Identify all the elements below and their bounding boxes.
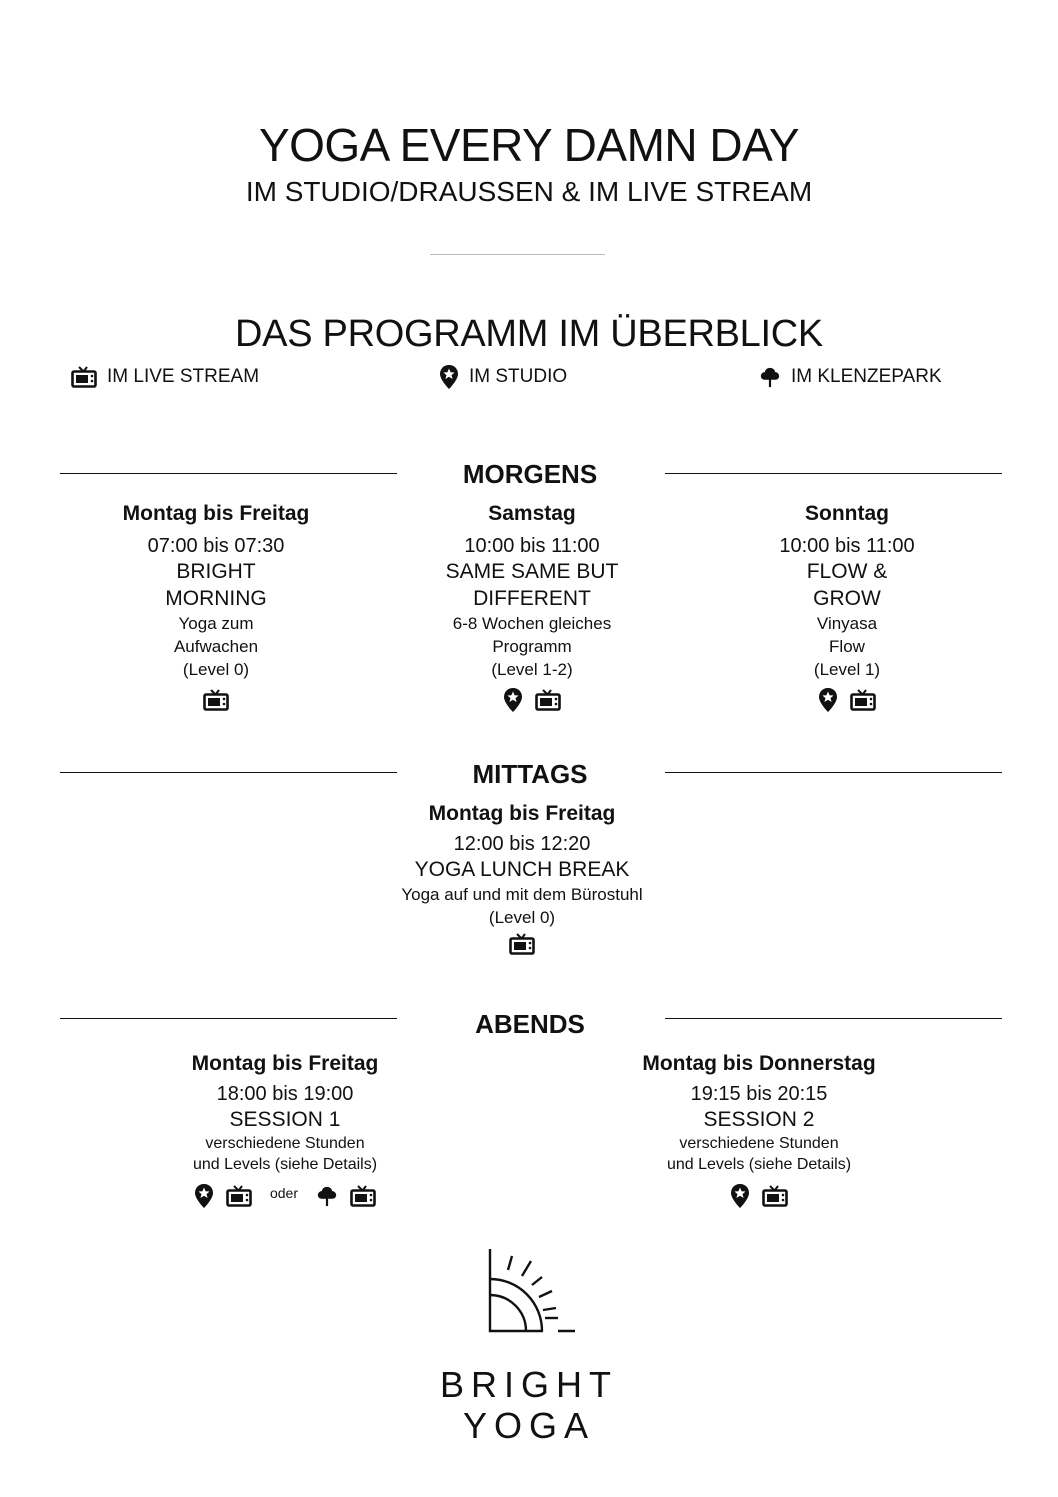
class-description: verschiedene Stunden [205, 1135, 365, 1152]
class-location-icons [392, 687, 672, 713]
class-level: (Level 0) [488, 908, 556, 927]
class-location-icons [707, 687, 987, 713]
schedule-day: Montag bis Freitag [191, 1052, 379, 1075]
class-level: (Level 1) [813, 660, 881, 679]
section-title-evening: ABENDS [475, 1009, 585, 1039]
tv-icon [226, 1185, 252, 1207]
brand-name-line2: YOGA [462, 1405, 596, 1446]
class-name: SESSION 1 [229, 1108, 341, 1131]
header-divider [430, 254, 605, 255]
schedule-day: Samstag [488, 502, 576, 525]
section-rule-left [60, 1018, 397, 1019]
class-description: Yoga auf und mit dem Bürostuhl [401, 885, 643, 904]
morning-column-weekdays [76, 502, 356, 713]
class-description: verschiedene Stunden [679, 1135, 839, 1152]
class-description: Vinyasa [816, 614, 878, 633]
section-rule-right [665, 473, 1002, 474]
class-name: SAME SAME BUT [445, 560, 619, 583]
midday-column [322, 802, 722, 957]
legend-live-stream [71, 364, 259, 390]
section-title-morning: MORGENS [462, 459, 598, 489]
sunrise-logo [485, 1246, 580, 1338]
legend-live-stream-label: IM LIVE STREAM [107, 366, 260, 387]
class-level: (Level 1-2) [491, 660, 573, 679]
location-pin-icon [730, 1183, 750, 1209]
class-description: Flow [829, 637, 865, 656]
legend-studio-label: IM STUDIO [469, 366, 568, 387]
class-location-icons [609, 1183, 909, 1209]
class-description: 6-8 Wochen gleiches [452, 614, 612, 633]
class-description: und Levels (siehe Details) [192, 1156, 378, 1173]
class-name: FLOW & [806, 560, 888, 583]
section-rule-right [665, 1018, 1002, 1019]
tv-icon [203, 689, 229, 711]
location-pin-icon [439, 364, 469, 390]
class-location-icons [76, 687, 356, 713]
or-label: oder [269, 1185, 299, 1201]
page-title: YOGA EVERY DAMN DAY [258, 119, 800, 171]
schedule-day: Montag bis Donnerstag [642, 1052, 876, 1075]
legend-park [759, 364, 942, 390]
tv-icon [762, 1185, 788, 1207]
evening-column-session-1 [135, 1052, 435, 1209]
class-description: Programm [492, 637, 572, 656]
schedule-time: 07:00 bis 07:30 [147, 535, 285, 557]
section-rule-left [60, 772, 397, 773]
schedule-day: Montag bis Freitag [122, 502, 310, 525]
schedule-time: 19:15 bis 20:15 [690, 1083, 828, 1105]
class-level: (Level 0) [182, 660, 250, 679]
schedule-time: 10:00 bis 11:00 [464, 535, 600, 557]
tv-icon [850, 689, 876, 711]
location-pin-icon [818, 687, 838, 713]
class-name: SESSION 2 [703, 1108, 815, 1131]
morning-column-sunday [707, 502, 987, 713]
overview-title: DAS PROGRAMM IM ÜBERBLICK [235, 313, 823, 355]
class-name: YOGA LUNCH BREAK [414, 858, 630, 881]
tree-icon [316, 1185, 338, 1207]
class-location-icons [322, 931, 722, 957]
schedule-time: 18:00 bis 19:00 [216, 1083, 354, 1105]
location-pin-icon [503, 687, 523, 713]
legend-studio [439, 364, 567, 390]
brand-name-line1: BRIGHT [439, 1364, 618, 1405]
section-rule-left [60, 473, 397, 474]
evening-column-session-2 [609, 1052, 909, 1209]
schedule-day: Sonntag [805, 502, 889, 525]
class-name: DIFFERENT [473, 587, 591, 610]
schedule-day: Montag bis Freitag [428, 802, 616, 825]
legend-park-label: IM KLENZEPARK [791, 366, 942, 387]
tree-icon [759, 366, 791, 388]
class-name: BRIGHT [176, 560, 256, 583]
class-description: und Levels (siehe Details) [666, 1156, 852, 1173]
class-name: GROW [813, 587, 881, 610]
schedule-time: 12:00 bis 12:20 [453, 833, 591, 855]
class-name: MORNING [165, 587, 267, 610]
section-title-midday: MITTAGS [472, 759, 588, 789]
class-location-icons [135, 1183, 435, 1209]
page-subtitle: IM STUDIO/DRAUSSEN & IM LIVE STREAM [245, 176, 813, 207]
tv-icon [509, 933, 535, 955]
class-description: Yoga zum [178, 614, 254, 633]
tv-icon [71, 366, 107, 388]
location-pin-icon [194, 1183, 214, 1209]
morning-column-saturday [392, 502, 672, 713]
section-rule-right [665, 772, 1002, 773]
tv-icon [535, 689, 561, 711]
tv-icon [350, 1185, 376, 1207]
class-description: Aufwachen [173, 637, 259, 656]
schedule-time: 10:00 bis 11:00 [779, 535, 915, 557]
